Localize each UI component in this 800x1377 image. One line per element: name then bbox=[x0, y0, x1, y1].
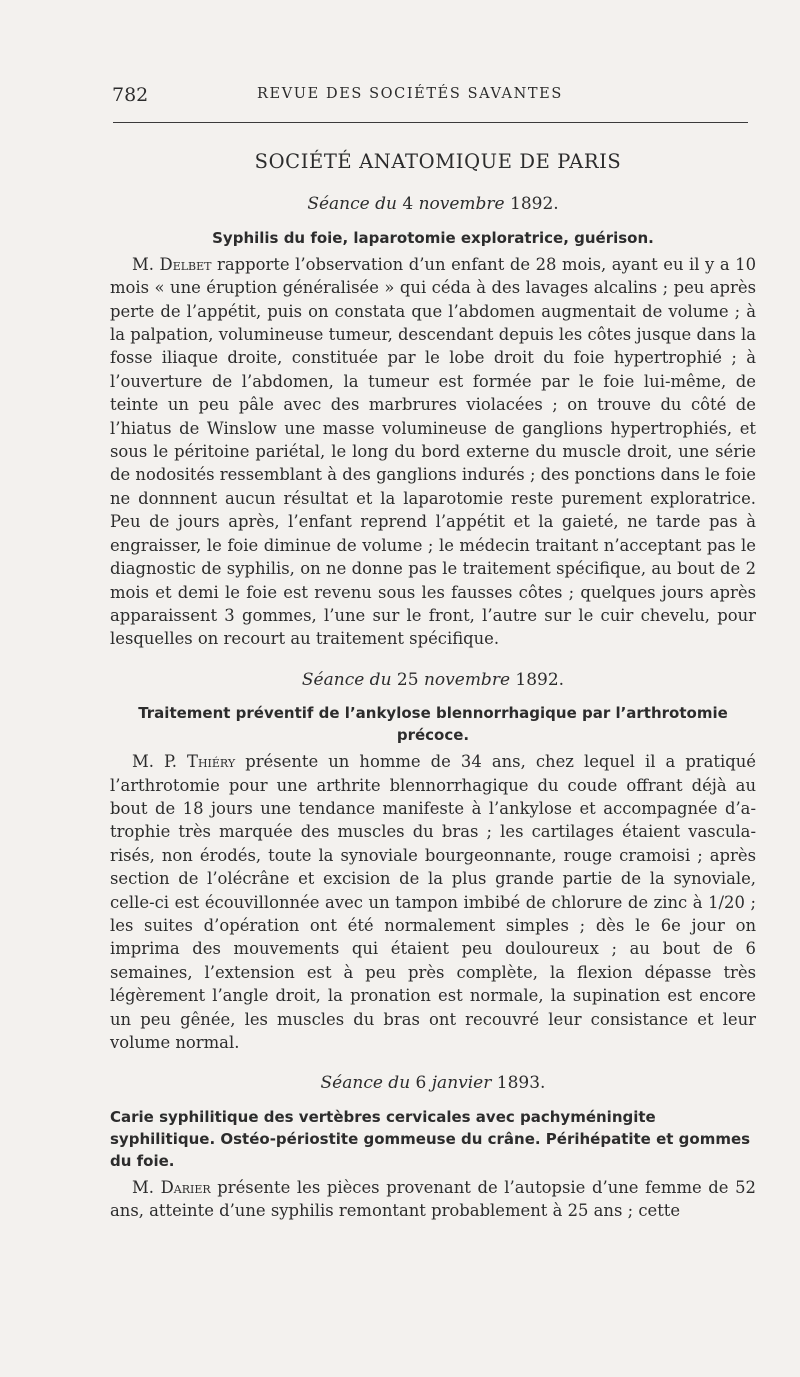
session-month: novembre bbox=[423, 669, 511, 690]
article-paragraph bbox=[110, 253, 756, 651]
session-year: 1892. bbox=[510, 194, 559, 215]
society-title: SOCIÉTÉ ANATOMIQUE DE PARIS bbox=[254, 150, 622, 173]
session-year: 1892. bbox=[515, 669, 565, 690]
header-rule bbox=[113, 122, 748, 123]
author-prefix: M. bbox=[132, 1177, 154, 1197]
article-heading: Traitement préventif de l’ankylose blennorrhagique par l’arthrotomie précoce. bbox=[138, 704, 728, 745]
body-text bbox=[110, 150, 756, 1223]
paragraph-text: présente un homme de 34 ans, chez lequel il a pratiqué l’arthrotomie pour une arthrite blennorrhagique du coude offrant déjà au bout de 18 jours une tendance manifeste à l’ankylose et accompagnée d’atrophie très marquée des muscles du bras ; les cartilages étaient vascularisés, non érodés, toute la synoviale bourgeonnante, rouge cramoisi ; après section de l’olécrâne et excision de la plus grande partie de la synoviale, celle-ci est écouvillonnée avec un tampon imbibé de chlorure de zinc à 1/20 ; les suites d’opération ont été normalement simples ; dès le 6e jour on imprima des mouvements qui étaient peu douloureux ; au bout de 6 semaines, l’extension est à peu près complète, la flexion dépasse très légèrement l’angle droit, la pronation est normale, la supination est encore un peu gênée, les muscles du bras ont recouvré leur consistance et leur volume normal. bbox=[110, 752, 756, 1052]
running-header bbox=[112, 84, 756, 112]
author-prefix: M. P. bbox=[132, 752, 177, 772]
paragraph-text: présente les pièces provenant de l’autopsie d’une femme de 52 ans, atteinte d’une syphilis remontant probablement à 25 ans ; cette bbox=[110, 1177, 756, 1221]
session-date bbox=[110, 1072, 756, 1095]
author-name: Darier bbox=[160, 1177, 211, 1197]
session-date-prefix: Séance du bbox=[307, 194, 397, 215]
session-date-prefix: Séance du bbox=[320, 1073, 411, 1094]
session-year: 1893. bbox=[496, 1073, 546, 1094]
article-paragraph bbox=[110, 750, 756, 1054]
session-day: 4 bbox=[402, 194, 414, 215]
author-name: Delbet bbox=[159, 254, 212, 274]
session-month: novembre bbox=[418, 194, 505, 215]
session-date bbox=[110, 669, 756, 692]
session-date-prefix: Séance du bbox=[301, 669, 392, 690]
article-heading: Carie syphilitique des vertèbres cervicales avec pachyméningite syphilitique. Ostéo-périostite gommeuse du crâne. Périhépatite et gommes du foie. bbox=[110, 1107, 751, 1170]
session-day: 6 bbox=[415, 1073, 427, 1094]
author-name: Thiéry bbox=[187, 752, 236, 772]
author-prefix: M. bbox=[132, 254, 154, 274]
session-month: janvier bbox=[431, 1073, 492, 1094]
session-day: 25 bbox=[396, 669, 419, 690]
article-heading: Syphilis du foie, laparotomie exploratrice, guérison. bbox=[212, 228, 654, 247]
session-date bbox=[110, 193, 756, 216]
page-number: 782 bbox=[112, 84, 149, 106]
running-title: REVUE DES SOCIÉTÉS SAVANTES bbox=[257, 86, 563, 102]
paragraph-text: rapporte l’observation d’un enfant de 28 mois, ayant eu il y a 10 mois « une éruption généralisée » qui céda à des lavages alcalins ; peu après perte de l’appétit, puis on constata que l’abdomen augmentait de volume ; à la palpation, volumineuse tumeur, descendant depuis les côtes jusque dans la fosse iliaque droite, constituée par le lobe droit du foie hypertrophié ; à l’ouverture de l’abdomen, la tumeur est formée par le foie lui-même, de teinte un peu pâle avec des marbrures violacées ; on trouve du côté de l’hiatus de Winslow une masse volumineuse de ganglions hypertrophiés, et sous le péritoine pariétal, le long du bord externe du muscle droit, une série de nodosités ressemblant à des ganglions indurés ; des ponctions dans le foie ne donnnent aucun résultat et la laparotomie reste purement exploratrice. Peu de jours après, l’enfant reprend l’appétit et la gaieté, ne tarde pas à engraisser, le foie diminue de volume ; le médecin traitant n’acceptant pas le diagnostic de syphilis, on ne donne pas le traitement spécifique, au bout de 2 mois et demi le foie est revenu sous les fausses côtes ; quelques jours après apparaissent 3 gommes, l’une sur le front, l’autre sur le cuir chevelu, pour lesquelles on recourt au traitement spécifique. bbox=[110, 254, 756, 649]
article-paragraph bbox=[110, 1176, 756, 1223]
